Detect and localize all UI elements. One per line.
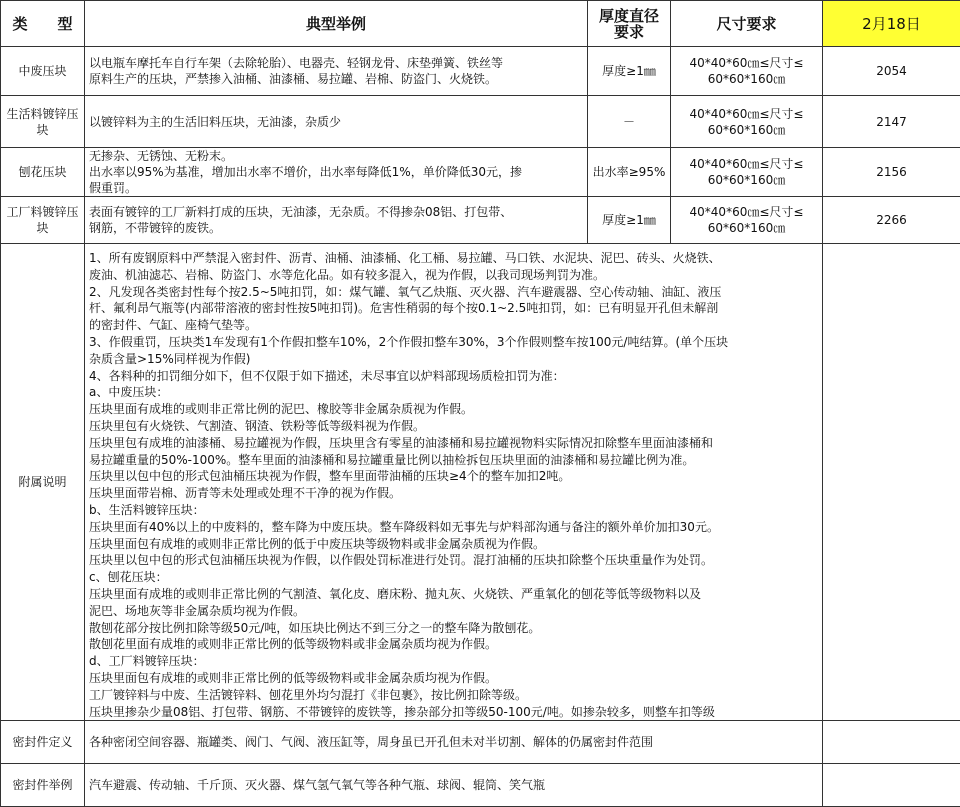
example-line: 以电瓶车摩托车自行车架（去除轮胎）、电器壳、轻钢龙骨、床垫弹簧、铁丝等 — [89, 55, 583, 71]
example-line: 无掺杂、无锈蚀、无粉末。 — [89, 148, 583, 164]
note-line: 废油、机油滤芯、岩棉、防盗门、水等危化品。如有较多混入，视为作假，以我司现场判罚为准。 — [89, 267, 818, 284]
seal-definition-label: 密封件定义 — [1, 721, 85, 764]
note-line: 压块里面包有成堆的或则非正常比例的低于中废压块等级物料或非金属杂质视为作假。 — [89, 536, 818, 553]
note-line: 1、所有废钢原料中严禁混入密封件、沥青、油桶、油漆桶、化工桶、易拉罐、马口铁、水泥块、泥巴、砖头、火烧铁、 — [89, 250, 818, 267]
row-type: 生活料镀锌压块 — [1, 96, 85, 148]
notes-label: 附属说明 — [1, 244, 85, 721]
header-row — [1, 1, 960, 47]
row-example — [85, 197, 588, 244]
seal-definition-text: 各种密闭空间容器、瓶罐类、阀门、气阀、液压缸等，周身虽已开孔但未对半切割、解体的仍属密封件范围 — [85, 721, 823, 764]
note-line: a、中废压块： — [89, 384, 818, 401]
row-example — [85, 47, 588, 96]
example-line: 表面有镀锌的工厂新料打成的压块，无油漆，无杂质。不得掺杂08铝、打包带、 — [89, 204, 583, 220]
row-thickness: 厚度≥1㎜ — [588, 47, 671, 96]
row-thickness: 出水率≥95% — [588, 148, 671, 197]
row-price: 2156 — [823, 148, 960, 197]
header-thickness: 厚度直径要求 — [588, 1, 671, 47]
table-row — [1, 148, 960, 197]
row-type: 工厂料镀锌压块 — [1, 197, 85, 244]
note-line: 的密封件、气缸、座椅气垫等。 — [89, 317, 818, 334]
row-thickness: － — [588, 96, 671, 148]
note-line: 压块里面带岩棉、沥青等未处理或处理不干净的视为作假。 — [89, 485, 818, 502]
seal-example-label: 密封件举例 — [1, 764, 85, 807]
row-size — [671, 197, 823, 244]
size-line: 40*40*60㎝≤尺寸≤ — [675, 156, 818, 172]
row-example — [85, 96, 588, 148]
row-size — [671, 47, 823, 96]
size-line: 40*40*60㎝≤尺寸≤ — [675, 106, 818, 122]
note-line: 压块里面有成堆的或则非正常比例的泥巴、橡胶等非金属杂质视为作假。 — [89, 401, 818, 418]
example-line: 以镀锌料为主的生活旧料压块，无油漆，杂质少 — [89, 114, 583, 130]
note-line: c、刨花压块： — [89, 569, 818, 586]
note-line: 压块里以包中包的形式包油桶压块视为作假，以作假处罚标准进行处罚。混打油桶的压块扣除整个压块重量作为处罚。 — [89, 552, 818, 569]
note-line: 3、作假重罚，压块类1车发现有1个作假扣整车10%，2个作假扣整车30%，3个作假则整车按100元/吨结算。(单个压块 — [89, 334, 818, 351]
size-line: 60*60*160㎝ — [675, 71, 818, 87]
size-line: 60*60*160㎝ — [675, 220, 818, 236]
row-price: 2147 — [823, 96, 960, 148]
table-row — [1, 96, 960, 148]
seal-example-text: 汽车避震、传动轴、千斤顶、灭火器、煤气氢气氧气等各种气瓶、球阀、辊筒、笑气瓶 — [85, 764, 823, 807]
row-example — [85, 148, 588, 197]
note-line: 压块里面有40%以上的中废料的，整车降为中废压块。整车降级料如无事先与炉料部沟通与备注的额外单价加扣30元。 — [89, 519, 818, 536]
seal-definition-row — [1, 721, 960, 764]
size-line: 60*60*160㎝ — [675, 172, 818, 188]
size-line: 60*60*160㎝ — [675, 122, 818, 138]
size-line: 40*40*60㎝≤尺寸≤ — [675, 204, 818, 220]
table-row — [1, 47, 960, 96]
notes-body — [85, 244, 823, 721]
note-line: 压块里包有成堆的油漆桶、易拉罐视为作假，压块里含有零星的油漆桶和易拉罐视物料实际情况扣除整车里面油漆桶和 — [89, 435, 818, 452]
seal-example-empty-cell — [823, 764, 960, 807]
row-price: 2054 — [823, 47, 960, 96]
note-line: 易拉罐重量的50%-100%。整车里面的油漆桶和易拉罐重量比例以抽检拆包压块里面的油漆桶和易拉罐比例为准。 — [89, 452, 818, 469]
note-line: 散刨花部分按比例扣除等级50元/吨，如压块比例达不到三分之一的整车降为散刨花。 — [89, 620, 818, 637]
note-line: 压块里包有火烧铁、气割渣、钢渣、铁粉等低等级料视为作假。 — [89, 418, 818, 435]
notes-empty-cell — [823, 244, 960, 721]
example-line: 钢筋，不带镀锌的废铁。 — [89, 220, 583, 236]
note-line: 2、凡发现各类密封性每个按2.5~5吨扣罚，如：煤气罐、氧气乙炔瓶、灭火器、汽车避震器、空心传动轴、油缸、液压 — [89, 284, 818, 301]
note-line: 压块里面有成堆的或则非正常比例的气割渣、氧化皮、磨床粉、抛丸灰、火烧铁、严重氧化的刨花等低等级物料以及 — [89, 586, 818, 603]
row-price: 2266 — [823, 197, 960, 244]
row-size — [671, 96, 823, 148]
notes-row — [1, 244, 960, 721]
note-line: b、生活料镀锌压块： — [89, 502, 818, 519]
row-size — [671, 148, 823, 197]
example-line: 假重罚。 — [89, 180, 583, 196]
size-line: 40*40*60㎝≤尺寸≤ — [675, 55, 818, 71]
row-type: 中废压块 — [1, 47, 85, 96]
note-line: 压块里以包中包的形式包油桶压块视为作假，整车里面带油桶的压块≥4个的整车加扣2吨。 — [89, 468, 818, 485]
note-line: 泥巴、场地灰等非金属杂质均视为作假。 — [89, 603, 818, 620]
note-line: d、工厂料镀锌压块： — [89, 653, 818, 670]
note-line: 压块里掺杂少量08铝、打包带、钢筋、不带镀锌的废铁等，掺杂部分扣等级50-100元/吨。如掺杂较多，则整车扣等级 — [89, 704, 818, 721]
note-line: 杆、氟利昂气瓶等(内部带溶液的密封性按5吨扣罚)。危害性稍弱的每个按0.1~2.5吨扣罚，如：已有明显开孔但未解剖 — [89, 300, 818, 317]
header-example: 典型举例 — [85, 1, 588, 47]
header-type: 类 型 — [1, 1, 85, 47]
note-line: 工厂镀锌料与中废、生活镀锌料、刨花里外均匀混打《非包裹》，按比例扣除等级。 — [89, 687, 818, 704]
header-size: 尺寸要求 — [671, 1, 823, 47]
table-row — [1, 197, 960, 244]
note-line: 4、各料种的扣罚细分如下，但不仅限于如下描述，未尽事宜以炉料部现场质检扣罚为准： — [89, 368, 818, 385]
example-line: 出水率以95%为基准，增加出水率不增价，出水率每降低1%，单价降低30元，掺 — [89, 164, 583, 180]
row-type: 刨花压块 — [1, 148, 85, 197]
note-line: 散刨花里面有成堆的或则非正常比例的低等级物料或非金属杂质均视为作假。 — [89, 636, 818, 653]
example-line: 原料生产的压块，严禁掺入油桶、油漆桶、易拉罐、岩棉、防盗门、火烧铁。 — [89, 71, 583, 87]
note-line: 杂质含量>15%同样视为作假) — [89, 351, 818, 368]
header-date: 2月18日 — [823, 1, 960, 47]
row-thickness: 厚度≥1㎜ — [588, 197, 671, 244]
seal-definition-empty-cell — [823, 721, 960, 764]
seal-example-row — [1, 764, 960, 807]
note-line: 压块里面包有成堆的或则非正常比例的低等级物料或非金属杂质均视为作假。 — [89, 670, 818, 687]
